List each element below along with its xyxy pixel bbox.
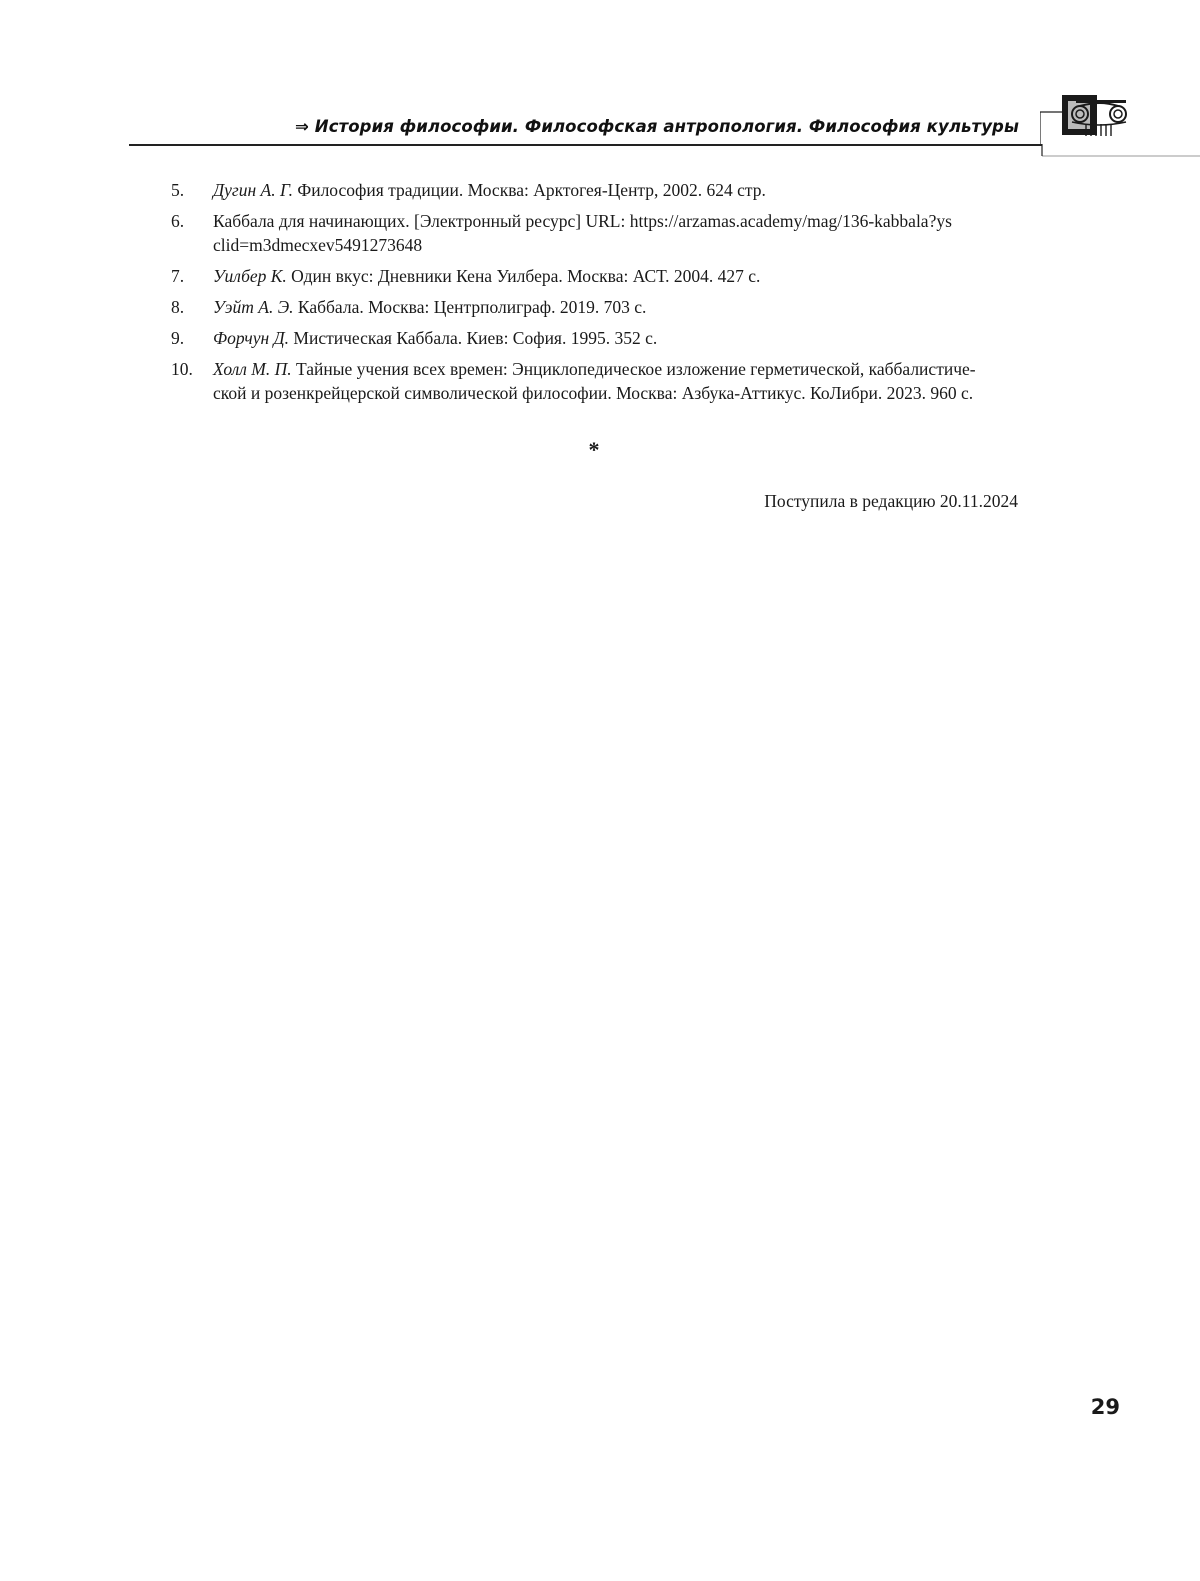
section-separator: [0, 437, 1200, 463]
reference-text: Каббала. Москва: Центрполиграф. 2019. 703 с.: [293, 297, 647, 317]
reference-author: Уилбер К.: [213, 266, 287, 286]
ionic-column-logo-icon: [1040, 92, 1200, 162]
reference-text: Один вкус: Дневники Кена Уилбера. Москва: АСТ. 2004. 427 с.: [286, 266, 761, 286]
reference-number: 8.: [171, 297, 185, 317]
reference-author: Холл М. П.: [213, 359, 292, 379]
running-header: [295, 117, 1019, 136]
reference-list: [171, 178, 1031, 412]
reference-number: 9.: [171, 328, 185, 348]
reference-item: [171, 178, 1031, 202]
reference-item: [171, 209, 1031, 257]
asterisk-separator: *: [588, 437, 600, 462]
reference-author: Форчун Д.: [213, 328, 290, 348]
reference-item: [171, 295, 1031, 319]
running-header-title: История философии. Философская антропология. Философия культуры: [314, 117, 1019, 136]
page-number: 29: [1090, 1395, 1120, 1419]
reference-text: Каббала для начинающих. [Электронный ресурс] URL: https://arzamas.academy/mag/136-kabbala?ys: [213, 211, 952, 231]
reference-author: Уэйт А. Э.: [213, 297, 294, 317]
arrow-icon: ⇒: [294, 117, 309, 136]
reference-text-continued: ской и розенкрейцерской символической философии. Москва: Азбука-Аттикус. КоЛибри. 2023. 960 с.: [213, 383, 974, 403]
header-rule: [129, 144, 1042, 146]
reference-item: [171, 264, 1031, 288]
reference-number: 10.: [171, 359, 193, 379]
reference-item: [171, 326, 1031, 350]
reference-number: 6.: [171, 211, 185, 231]
reference-text: Философия традиции. Москва: Арктогея-Центр, 2002. 624 стр.: [293, 180, 766, 200]
reference-text-continued: clid=m3dmecxev5491273648: [213, 235, 423, 255]
reference-author: Дугин А. Г.: [213, 180, 293, 200]
reference-number: 7.: [171, 266, 185, 286]
reference-text: Мистическая Каббала. Киев: София. 1995. 352 с.: [289, 328, 658, 348]
received-date: Поступила в редакцию 20.11.2024: [764, 491, 1018, 511]
reference-item: [171, 357, 1031, 405]
reference-number: 5.: [171, 180, 185, 200]
reference-text: Тайные учения всех времен: Энциклопедическое изложение герметической, каббалистиче-: [291, 359, 976, 379]
